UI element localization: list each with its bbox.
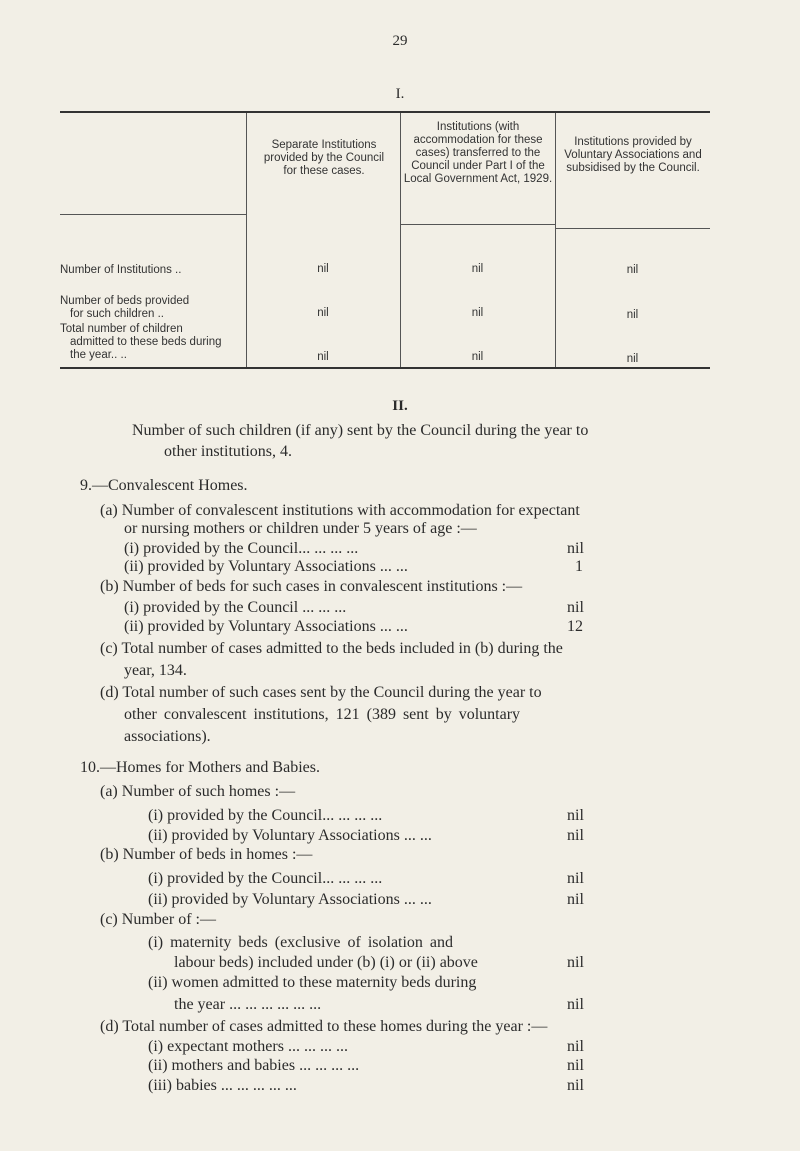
s9-c-line: (c) Total number of cases admitted to the beds included in (b) during the: [100, 640, 563, 657]
col-divider-1: [246, 113, 247, 368]
col-header-transferred: Institutions (with accommodation for these cases) transferred to the Council under Part I of the Local Government Act, 1929.: [403, 121, 553, 185]
s9-b-i: (i) provided by the Council ... ... ...: [124, 599, 347, 616]
cell-institutions-voluntary: nil: [626, 264, 639, 276]
s10-a-i: (i) provided by the Council... ... ... ...: [148, 807, 383, 824]
s9-b-ii: (ii) provided by Voluntary Associations ... ...: [124, 618, 408, 635]
table-bottom-rule: [60, 367, 710, 369]
s10-c-ii: (ii) women admitted to these maternity beds during: [148, 974, 477, 991]
cell-beds-voluntary: nil: [626, 309, 639, 321]
row-label-line: for such children ..: [70, 308, 164, 320]
s10-c-i: (i) maternity beds (exclusive of isolation and: [148, 934, 454, 951]
s10-b-ii: (ii) provided by Voluntary Associations ... ...: [148, 891, 432, 908]
s9-d-line: (d) Total number of such cases sent by the Council during the year to: [100, 684, 542, 701]
s9-d-line: other convalescent institutions, 121 (389 sent by voluntary: [124, 706, 521, 723]
s10-d-line: (d) Total number of cases admitted to these homes during the year :—: [100, 1018, 548, 1035]
row-label-line: admitted to these beds during the year.. ..: [70, 336, 222, 361]
s9-a-i: (i) provided by the Council... ... ... ...: [124, 540, 359, 557]
s10-a-i-value: nil: [567, 807, 584, 824]
s10-heading: 10.—Homes for Mothers and Babies.: [80, 759, 320, 776]
col-header-separate: Separate Institutions provided by the Council for these cases.: [263, 139, 385, 177]
s10-b-line: (b) Number of beds in homes :—: [100, 846, 313, 863]
section-ii-text: Number of such children (if any) sent by the Council during the year to: [132, 422, 589, 439]
section-ii-heading: II.: [392, 398, 408, 414]
s10-a-ii-value: nil: [567, 827, 584, 844]
col-divider-3: [555, 113, 556, 368]
s10-b-i: (i) provided by the Council... ... ... ...: [148, 870, 383, 887]
cell-beds-transferred: nil: [471, 307, 484, 319]
s9-a-ii: (ii) provided by Voluntary Associations ... ...: [124, 558, 408, 575]
row-label-institutions: [60, 264, 240, 277]
s10-c-ii: the year ... ... ... ... ... ...: [174, 996, 322, 1013]
row-label-children: [60, 323, 236, 362]
s10-d-iii-value: nil: [567, 1077, 584, 1094]
s10-d-i: (i) expectant mothers ... ... ... ...: [148, 1038, 348, 1055]
s10-c-ii-value: nil: [567, 996, 584, 1013]
s10-b-ii-value: nil: [567, 891, 584, 908]
s9-a-line: (a) Number of convalescent institutions with accommodation for expectant: [100, 502, 580, 519]
header-rule-mid: [400, 224, 555, 225]
s10-d-ii: (ii) mothers and babies ... ... ... ...: [148, 1057, 360, 1074]
s9-a-i-value: nil: [567, 540, 584, 557]
col-divider-2: [400, 113, 401, 368]
row-label-line: Number of Institutions ..: [60, 264, 182, 276]
cell-beds-separate: nil: [317, 307, 329, 319]
section-i-heading: I.: [395, 86, 405, 102]
s10-a-ii: (ii) provided by Voluntary Associations ... ...: [148, 827, 432, 844]
row-label-beds: [60, 295, 240, 321]
s9-b-i-value: nil: [567, 599, 584, 616]
cell-children-transferred: nil: [471, 351, 484, 363]
s10-d-i-value: nil: [567, 1038, 584, 1055]
section-ii-text: other institutions, 4.: [164, 443, 292, 460]
s9-a-ii-value: 1: [575, 558, 583, 575]
col-header-voluntary: Institutions provided by Voluntary Associations and subsidised by the Council.: [564, 136, 702, 174]
s10-b-i-value: nil: [567, 870, 584, 887]
s9-a-line: or nursing mothers or children under 5 years of age :—: [124, 520, 477, 537]
header-rule-right: [555, 228, 710, 229]
s10-d-iii: (iii) babies ... ... ... ... ...: [148, 1077, 297, 1094]
s10-c-i: labour beds) included under (b) (i) or (ii) above: [174, 954, 478, 971]
cell-institutions-transferred: nil: [471, 263, 484, 275]
s9-c-line: year, 134.: [124, 662, 187, 679]
s9-heading: 9.—Convalescent Homes.: [80, 477, 248, 494]
table-top-rule: [60, 111, 710, 113]
page-number: 29: [392, 33, 408, 49]
s10-d-ii-value: nil: [567, 1057, 584, 1074]
s10-a-line: (a) Number of such homes :—: [100, 783, 296, 800]
cell-institutions-separate: nil: [317, 263, 329, 275]
header-rule-left: [60, 214, 246, 215]
s9-d-line: associations).: [124, 728, 211, 745]
cell-children-separate: nil: [317, 351, 329, 363]
cell-children-voluntary: nil: [626, 353, 639, 365]
row-label-line: Total number of children: [60, 323, 183, 335]
s10-c-i-value: nil: [567, 954, 584, 971]
s10-c-line: (c) Number of :—: [100, 911, 216, 928]
s9-b-ii-value: 12: [567, 618, 583, 635]
row-label-line: Number of beds provided: [60, 295, 190, 307]
s9-b-line: (b) Number of beds for such cases in convalescent institutions :—: [100, 578, 523, 595]
